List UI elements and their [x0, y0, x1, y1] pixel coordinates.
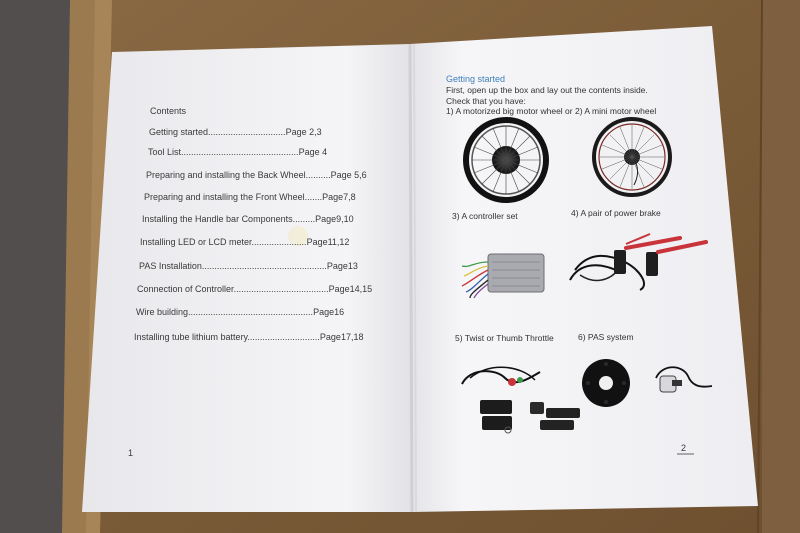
left-page-number: 1 — [128, 448, 134, 458]
caption-controller: 3) A controller set — [452, 211, 518, 221]
caption-pas: 6) PAS system — [578, 332, 634, 342]
toc-entry — [140, 237, 349, 247]
caption-brake: 4) A pair of power brake — [571, 208, 661, 218]
toc-entry-label: Getting started — [149, 127, 209, 137]
toc-entry-page: Page13 — [326, 261, 358, 271]
big-motor-wheel-image — [466, 120, 546, 200]
caption-throttle: 5) Twist or Thumb Throttle — [455, 333, 554, 343]
toc-entry-label: Wire building — [136, 307, 189, 317]
toc-entry-page: Page 5,6 — [330, 170, 367, 180]
toc-entry-label: PAS Installation — [139, 261, 202, 271]
toc-entry-page: Page9,10 — [315, 214, 354, 224]
toc-entry-page: Page16 — [313, 307, 345, 317]
toc-entry-dots: ............................................... — [181, 147, 299, 157]
toc-entry-page: Page7,8 — [322, 192, 356, 202]
toc-entry — [136, 307, 344, 317]
toc-entry-dots: ............................. — [247, 332, 320, 342]
toc-entry-label: Installing tube lithium battery — [134, 332, 248, 342]
toc-entry-page: Page 2,3 — [285, 127, 322, 137]
toc-entry-dots: ......... — [292, 214, 316, 224]
toc-entry — [137, 284, 372, 294]
toc-entry-label: Connection of Controller — [137, 284, 234, 294]
toc-entry-dots: ....... — [304, 192, 323, 202]
toc-entry — [149, 127, 322, 137]
intro-line-3: 1) A motorized big motor wheel or 2) A mini motor wheel — [446, 106, 657, 116]
toc-entry-dots: ...................................... — [233, 284, 329, 294]
toc-entry — [139, 261, 358, 271]
toc-entry — [134, 332, 363, 342]
toc-entry-label: Preparing and installing the Back Wheel — [146, 170, 306, 180]
toc-entry-label: Installing LED or LCD meter — [140, 237, 252, 247]
pas-disc-image — [582, 359, 630, 407]
right-page-number: 2 — [681, 443, 687, 453]
toc-entry-page: Page17,18 — [319, 332, 364, 342]
toc-entry-page: Page11,12 — [306, 237, 350, 247]
getting-started-heading: Getting started — [446, 74, 506, 84]
toc-entry-page: Page 4 — [298, 147, 328, 157]
toc-entry-dots: ............................... — [208, 127, 286, 137]
intro-line-2: Check that you have: — [446, 96, 526, 106]
toc-title: Contents — [150, 106, 187, 116]
mini-motor-wheel-image — [594, 119, 670, 195]
toc-entry-page: Page14,15 — [328, 284, 373, 294]
toc-entry — [146, 170, 367, 180]
toc-entry-label: Preparing and installing the Front Wheel — [144, 192, 305, 202]
toc-entry — [148, 147, 327, 157]
toc-entry-dots: .......... — [305, 170, 331, 180]
toc-entry-label: Tool List — [148, 147, 182, 157]
toc-entry-dots: ...................... — [251, 237, 307, 247]
toc-entry-dots: .................................................. — [201, 261, 327, 271]
toc-entry-dots: .................................................. — [188, 307, 314, 317]
toc-entry — [142, 214, 354, 224]
toc-entry — [144, 192, 356, 202]
intro-line-1: First, open up the box and lay out the contents inside. — [446, 85, 648, 95]
toc-entry-label: Installing the Handle bar Components — [142, 214, 293, 224]
